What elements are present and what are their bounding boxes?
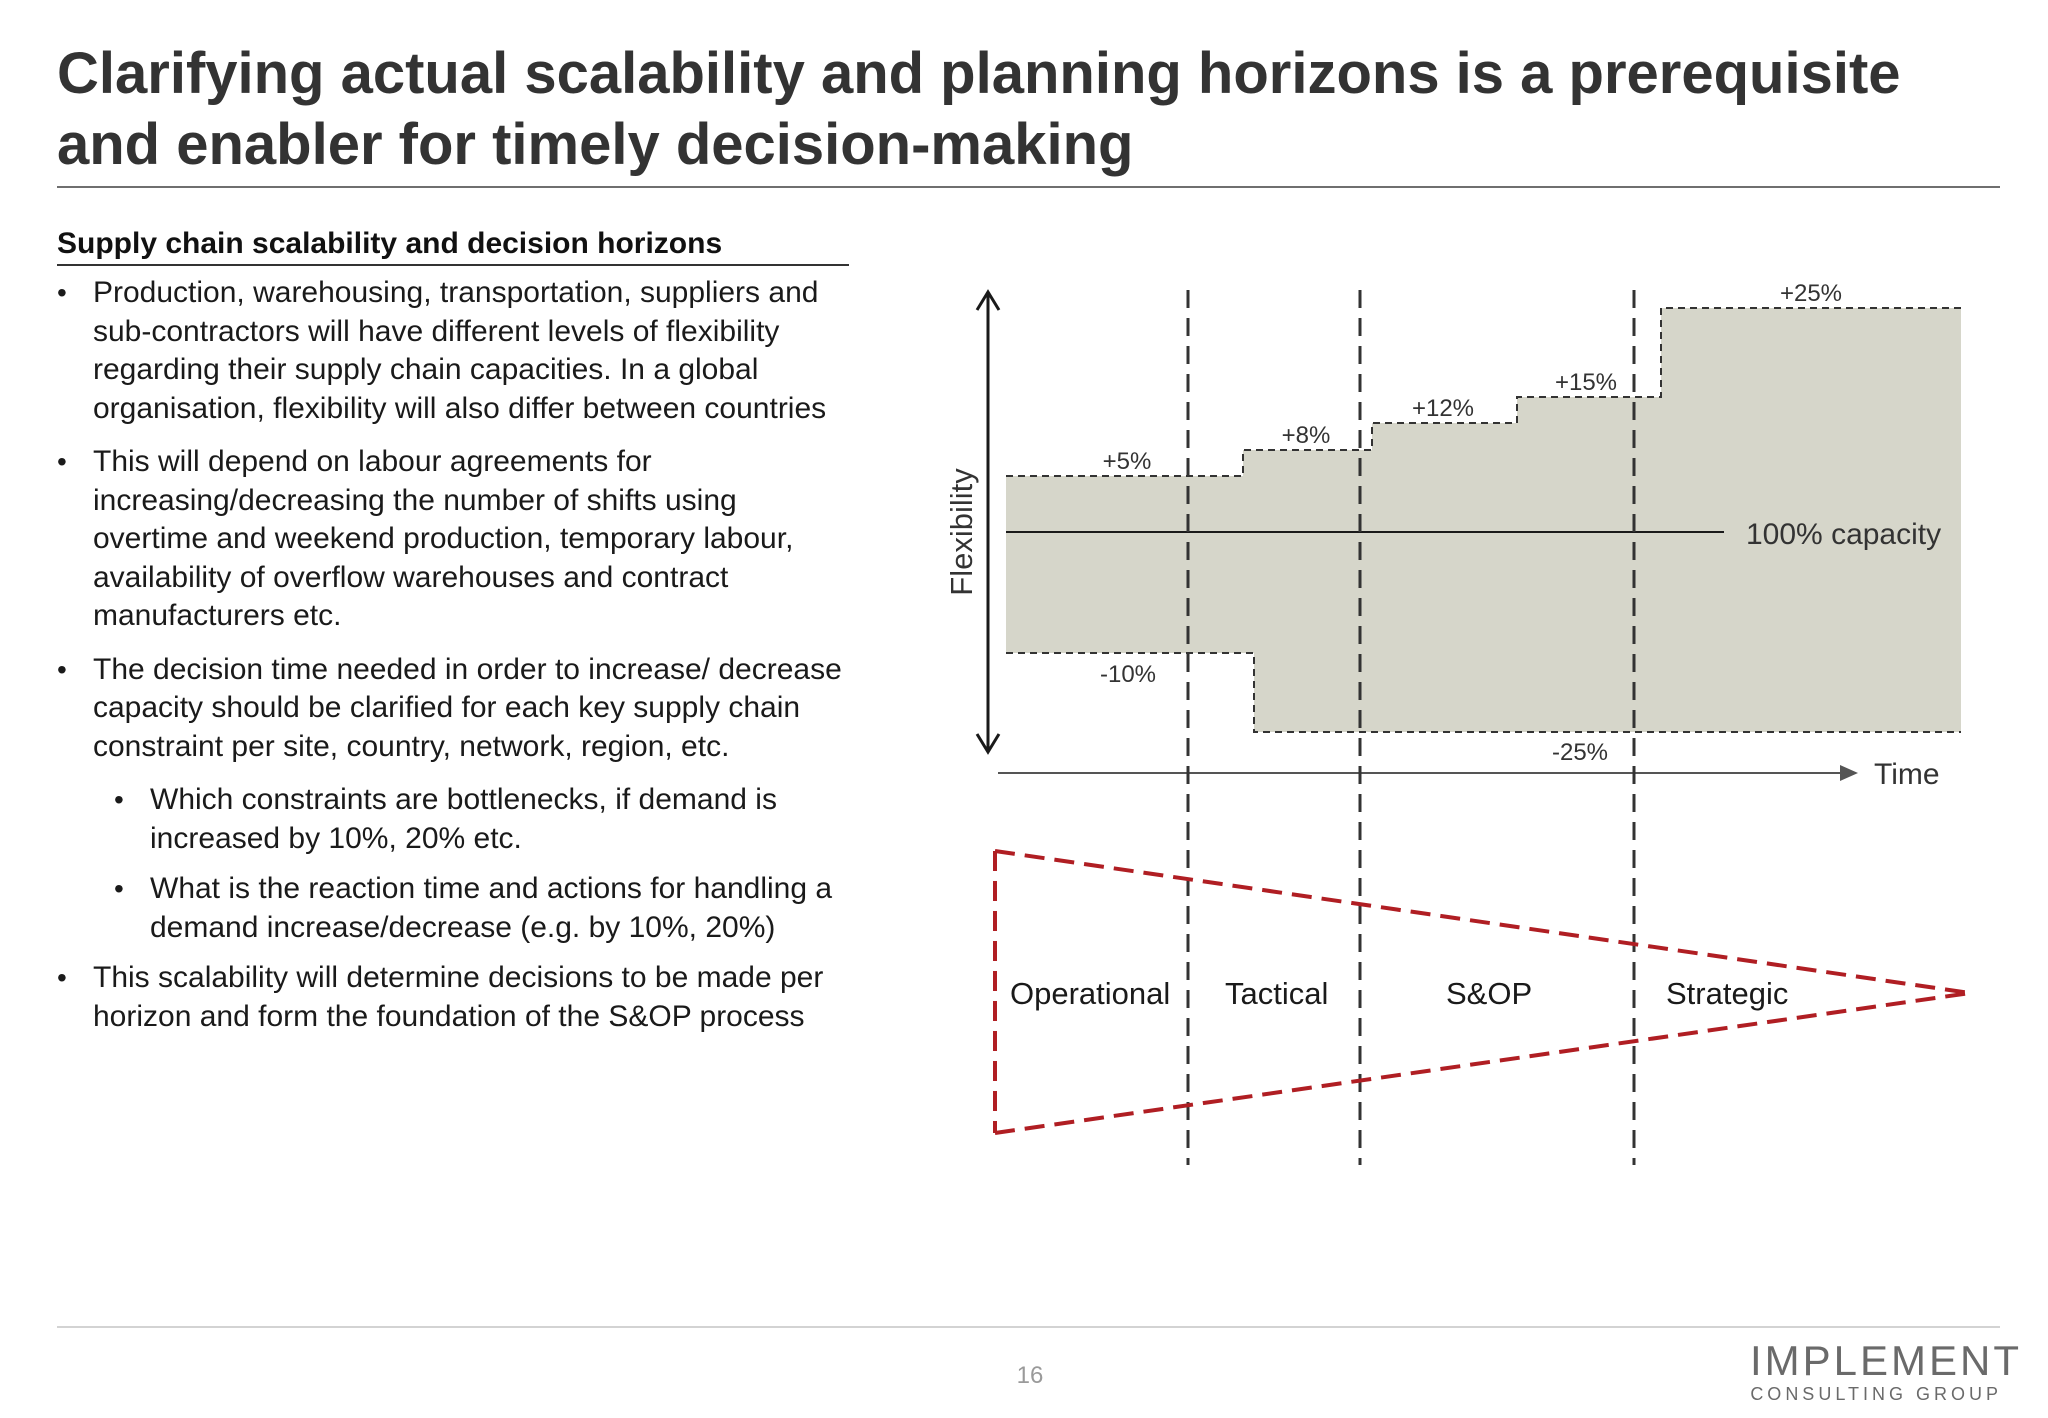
page-number: 16	[1016, 1362, 1044, 1389]
time-axis-arrowhead	[1840, 765, 1858, 781]
horizon-label-operational: Operational	[1010, 976, 1171, 1011]
company-logo-wordmark: IMPLEMENT	[1750, 1337, 2023, 1384]
sub-bullet-item: • What is the reaction time and actions for handling a demand increase/decrease (e.g. by 10%, 20%)	[57, 870, 857, 947]
step-label-lower: -25%	[1551, 739, 1609, 766]
company-logo-subtitle: CONSULTING GROUP	[1750, 1384, 2002, 1404]
bullet-item: • This scalability will determine decisions to be made per horizon and form the foundation of the S&OP process	[57, 959, 857, 1036]
horizon-label-sop: S&OP	[1446, 976, 1533, 1011]
bullet-item: • Production, warehousing, transportation, suppliers and sub-contractors will have different levels of flexibility regarding their supply chain capacities. In a global organisation, flexibility will also differ between countries	[57, 274, 857, 428]
step-label-upper: +12%	[1411, 395, 1475, 422]
step-label-upper: +25%	[1779, 280, 1843, 307]
step-label-upper: +8%	[1281, 422, 1331, 449]
sub-bullet-item: • Which constraints are bottlenecks, if demand is increased by 10%, 20% etc.	[57, 781, 857, 858]
section-heading: Supply chain scalability and decision horizons	[57, 227, 723, 260]
bullet-item: • The decision time needed in order to increase/ decrease capacity should be clarified for each key supply chain constraint per site, country, network, region, etc.	[57, 651, 857, 767]
y-axis-label: Flexibility	[944, 468, 979, 596]
step-label-upper: +5%	[1102, 448, 1152, 475]
capacity-label: 100% capacity	[1746, 518, 1942, 551]
horizon-label-tactical: Tactical	[1225, 976, 1329, 1011]
flexibility-axis	[977, 292, 999, 752]
x-axis-label: Time	[1874, 758, 1940, 791]
footer-divider	[57, 1326, 2000, 1328]
slide-title: Clarifying actual scalability and planning horizons is a prerequisite and enabler for timely decision-making	[57, 41, 1901, 177]
step-label-upper: +15%	[1554, 369, 1618, 396]
horizon-label-strategic: Strategic	[1666, 976, 1789, 1011]
step-label-lower: -10%	[1099, 661, 1157, 688]
bullet-item: • This will depend on labour agreements for increasing/decreasing the number of shifts using overtime and weekend production, temporary labour, availability of overflow warehouses and contract manufacturers etc.	[57, 443, 857, 636]
